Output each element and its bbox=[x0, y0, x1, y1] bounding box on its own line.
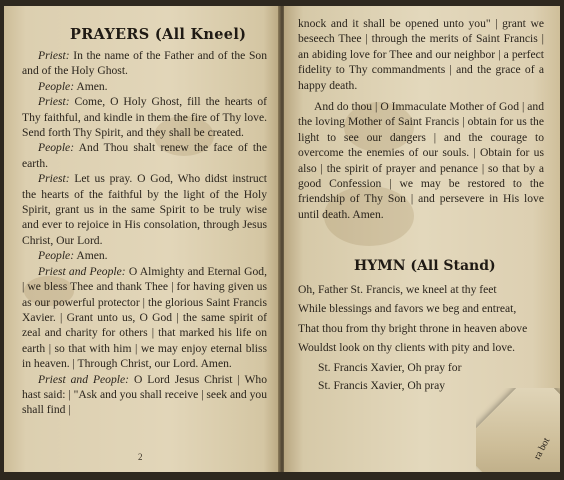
fold-flap bbox=[476, 388, 560, 472]
prayers-heading: PRAYERS (All Kneel) bbox=[70, 26, 247, 43]
hymn-verse: Oh, Father St. Francis, we kneel at thy feet bbox=[298, 283, 497, 296]
left-page bbox=[4, 6, 280, 472]
hymn-verse: That thou from thy bright throne in heaven above bbox=[298, 321, 528, 335]
left-prayer-text bbox=[22, 48, 267, 418]
prayer-paragraph: People: Amen. bbox=[38, 249, 108, 263]
prayer-paragraph: Priest: Come, O Holy Ghost, fill the hearts of Thy faithful, and kindle in them the fire of Thy love. Send forth Thy Spirit, and they shall be created. bbox=[22, 95, 267, 140]
hymn-heading: HYMN (All Stand) bbox=[354, 258, 496, 274]
page-number: 2 bbox=[138, 452, 143, 462]
right-prayer-text bbox=[298, 16, 544, 222]
prayer-paragraph: knock and it shall be opened unto you" | grant we beseech Thee | through the merits of Saint Francis | an abiding love for Thee and our neighbor | a perfect fidelity to Thy commandments | and the grace of a happy death. bbox=[298, 17, 544, 92]
prayer-paragraph: Priest: Let us pray. O God, Who didst instruct the hearts of the faithful by the light of the Holy Spirit, grant us in the same Spirit to be truly wise and ever to rejoice in His consolation, through Jesus Christ, Our Lord. bbox=[22, 172, 267, 247]
prayer-paragraph: People: And Thou shalt renew the face of the earth. bbox=[22, 141, 267, 170]
prayer-paragraph: Priest and People: O Almighty and Eternal God, | we bless Thee and thank Thee | for having given us as our powerful protector | the glorious Saint Francis Xavier. | Grant unto us, O God | the same spirit of zeal and charity for others | that marked his life on earth | so that with him | we may enjoy eternal bliss in heaven. | Through Christ, our Lord. Amen. bbox=[22, 264, 267, 371]
hymn-verse: While blessings and favors we beg and entreat, bbox=[298, 302, 517, 316]
hymn-refrain: St. Francis Xavier, Oh pray bbox=[318, 379, 446, 393]
prayer-paragraph: And do thou | O Immaculate Mother of God | and the loving Mother of Saint Francis | obtain for us the light to see our dangers | and the courage to overcome the enemies of our souls. | Obtain for us also | the spirit of prayer and penance | so that by a good Confession | we may be restored to the friendship of Thy Son | and persevere in His love until death. Amen. bbox=[298, 100, 544, 221]
prayer-paragraph: Priest and People: O Lord Jesus Christ | Who hast said: | "Ask and you shall receive | seek and you shall find | bbox=[22, 372, 267, 417]
fold-text: ra bot bbox=[531, 436, 553, 462]
hymn-verse: Wouldst look on thy clients with pity and love. bbox=[298, 341, 516, 355]
hymn-refrain: St. Francis Xavier, Oh pray for bbox=[318, 360, 462, 374]
folded-corner bbox=[476, 388, 560, 472]
hymn-text bbox=[298, 282, 548, 396]
right-page bbox=[284, 6, 560, 472]
prayer-paragraph: People: Amen. bbox=[38, 79, 108, 93]
prayer-paragraph: Priest: In the name of the Father and of the Son and of the Holy Ghost. bbox=[22, 49, 267, 78]
